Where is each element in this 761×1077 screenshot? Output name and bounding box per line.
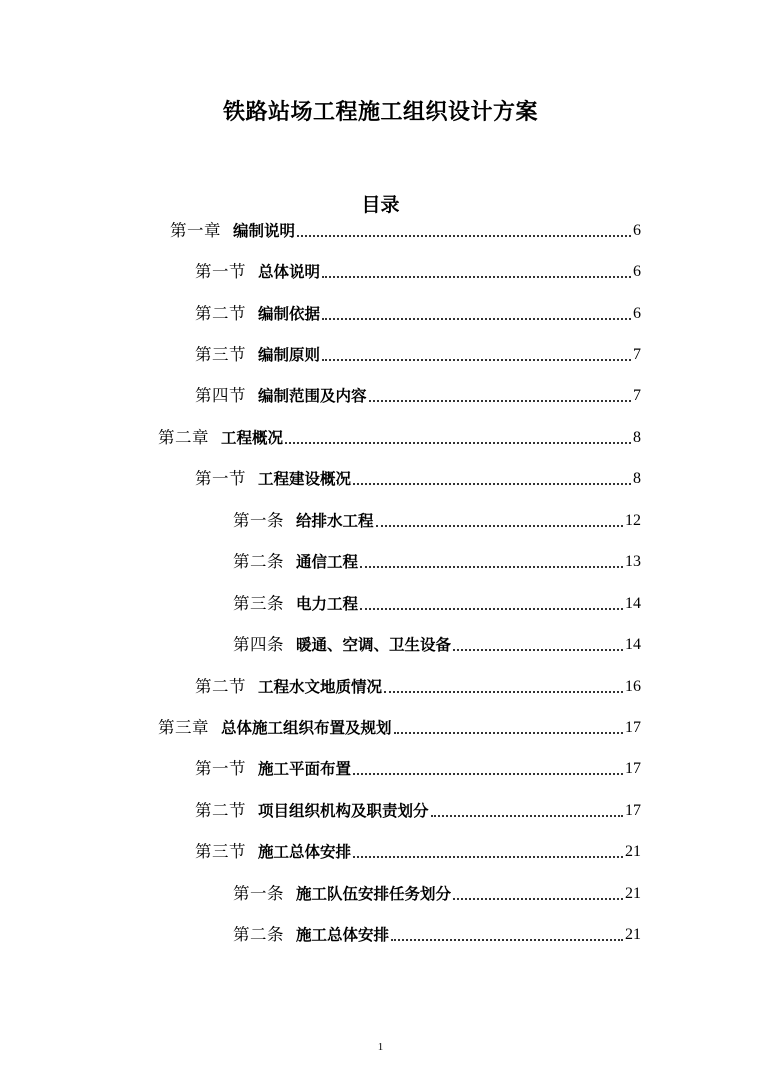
- page-number: 1: [377, 1041, 384, 1053]
- dot-leader: [285, 441, 631, 444]
- toc-entry-label: 第二条: [233, 925, 284, 944]
- toc-entry-label: 第一节: [195, 759, 246, 778]
- toc-entry-heading: 编制原则: [258, 345, 321, 364]
- toc-entry-heading: 暖通、空调、卫生设备: [296, 635, 452, 654]
- toc-entry-label: 第四节: [195, 386, 246, 405]
- dot-leader: [353, 772, 623, 775]
- toc-entry[interactable]: [195, 463, 641, 489]
- toc-entry-heading: 施工平面布置: [258, 759, 352, 778]
- toc-entry-heading: 电力工程: [296, 594, 359, 613]
- toc-entry[interactable]: [195, 753, 641, 779]
- dot-leader: [369, 399, 631, 402]
- toc-entry-page: 14: [625, 636, 641, 653]
- toc-entry[interactable]: [195, 671, 641, 697]
- toc-entry-page: 17: [625, 760, 641, 777]
- toc-entry-page: 7: [633, 387, 641, 404]
- dot-leader: [353, 482, 631, 485]
- toc-entry[interactable]: [233, 878, 641, 904]
- toc-entry-heading: 工程水文地质情况: [258, 677, 383, 696]
- toc-entry[interactable]: [195, 339, 641, 365]
- toc-entry[interactable]: [233, 629, 641, 655]
- toc-entry-heading: 施工总体安排: [296, 925, 390, 944]
- toc-entry-heading: 工程建设概况: [258, 469, 352, 488]
- toc-entry-page: 17: [625, 719, 641, 736]
- toc-entry[interactable]: [195, 298, 641, 324]
- toc-entry-label: 第一条: [233, 511, 284, 530]
- toc-entry-page: 12: [625, 512, 641, 529]
- dot-leader: [384, 690, 623, 693]
- toc-entry-label: 第三章: [158, 718, 209, 737]
- toc-entry-heading: 给排水工程: [296, 511, 374, 530]
- toc-entry-page: 6: [633, 222, 641, 239]
- toc-entry-heading: 总体说明: [258, 262, 321, 281]
- dot-leader: [322, 317, 631, 320]
- toc-entry-label: 第三节: [195, 842, 246, 861]
- toc-entry-page: 21: [625, 885, 641, 902]
- toc-entry-heading: 总体施工组织布置及规划: [221, 718, 392, 737]
- toc-entry-heading: 工程概况: [221, 428, 284, 447]
- toc-entry-page: 14: [625, 595, 641, 612]
- toc-entry-page: 6: [633, 263, 641, 280]
- toc-entry[interactable]: [195, 836, 641, 862]
- dot-leader: [297, 234, 631, 237]
- toc-entry[interactable]: [170, 215, 641, 241]
- dot-leader: [453, 648, 623, 651]
- toc-entry-label: 第二条: [233, 552, 284, 571]
- toc-entry-label: 第三节: [195, 345, 246, 364]
- toc-entry[interactable]: [233, 588, 641, 614]
- toc-entry[interactable]: [195, 380, 641, 406]
- dot-leader: [360, 565, 623, 568]
- dot-leader: [394, 731, 623, 734]
- toc-entry-page: 7: [633, 346, 641, 363]
- toc-entry-page: 21: [625, 926, 641, 943]
- toc-entry-page: 21: [625, 843, 641, 860]
- toc-entry-label: 第一节: [195, 262, 246, 281]
- toc-entry-label: 第三条: [233, 594, 284, 613]
- toc-entry-page: 17: [625, 802, 641, 819]
- toc-entry-page: 8: [633, 429, 641, 446]
- toc-entry-label: 第二章: [158, 428, 209, 447]
- dot-leader: [391, 938, 623, 941]
- toc-entry-label: 第一节: [195, 469, 246, 488]
- toc-entry-heading: 项目组织机构及职责划分: [258, 801, 429, 820]
- dot-leader: [322, 358, 631, 361]
- dot-leader: [360, 607, 623, 610]
- toc-entry-heading: 施工总体安排: [258, 842, 352, 861]
- toc-heading: 目录: [361, 194, 400, 216]
- toc-entry-page: 6: [633, 305, 641, 322]
- dot-leader: [353, 855, 623, 858]
- toc-entry[interactable]: [158, 712, 641, 738]
- toc-entry-label: 第二节: [195, 677, 246, 696]
- toc-entry-heading: 编制依据: [258, 304, 321, 323]
- toc-entry-label: 第一条: [233, 884, 284, 903]
- toc-entry[interactable]: [233, 505, 641, 531]
- toc-entry[interactable]: [158, 422, 641, 448]
- toc-entry[interactable]: [233, 546, 641, 572]
- toc-entry-heading: 施工队伍安排任务划分: [296, 884, 452, 903]
- toc-entry-label: 第一章: [170, 221, 221, 240]
- toc-entry[interactable]: [195, 795, 641, 821]
- toc-entry[interactable]: [195, 256, 641, 282]
- toc-entry-heading: 编制范围及内容: [258, 386, 367, 405]
- toc-entry-label: 第二节: [195, 801, 246, 820]
- toc-entry-label: 第四条: [233, 635, 284, 654]
- toc-entry-page: 13: [625, 553, 641, 570]
- document-title: 铁路站场工程施工组织设计方案: [222, 100, 538, 125]
- dot-leader: [431, 814, 623, 817]
- dot-leader: [322, 275, 631, 278]
- toc-entry-label: 第二节: [195, 304, 246, 323]
- toc-entry-page: 8: [633, 470, 641, 487]
- toc-entry-heading: 编制说明: [233, 221, 296, 240]
- dot-leader: [453, 897, 623, 900]
- toc-entry-heading: 通信工程: [296, 552, 359, 571]
- toc-entry-page: 16: [625, 678, 641, 695]
- dot-leader: [376, 524, 623, 527]
- toc-entry[interactable]: [233, 919, 641, 945]
